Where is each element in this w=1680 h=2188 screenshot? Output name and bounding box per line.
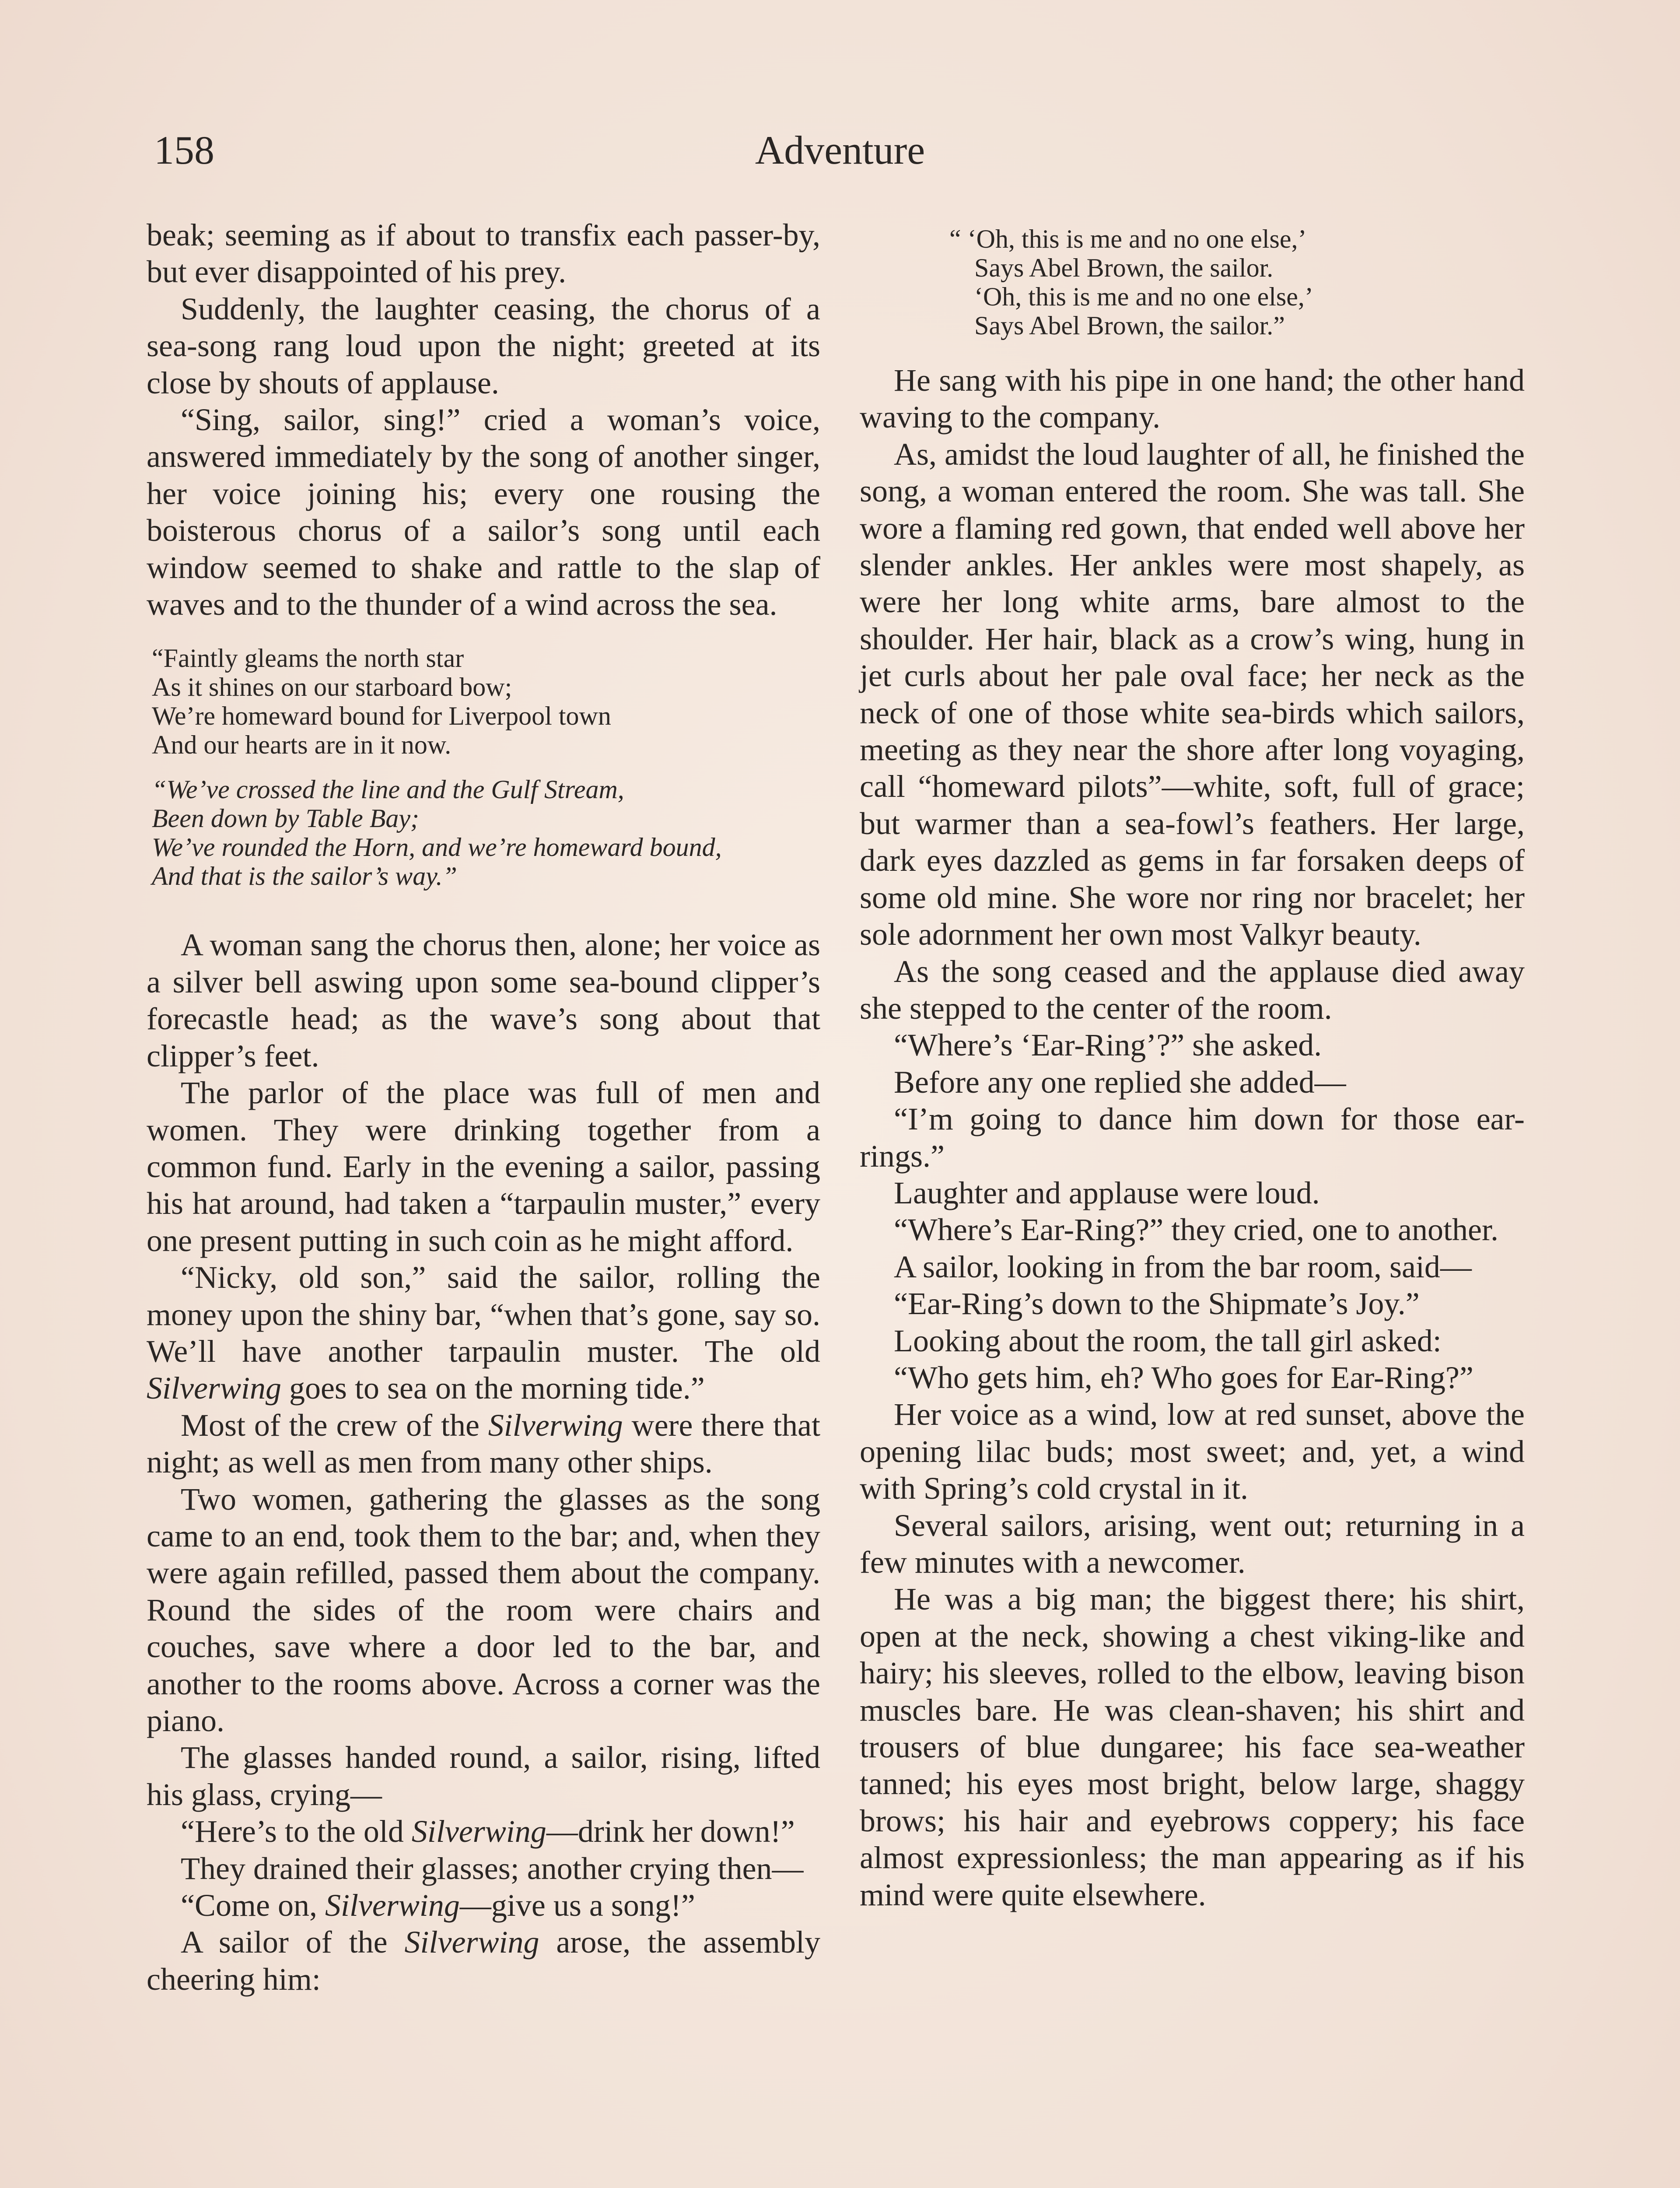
verse-line: We’re homeward bound for Liverpool town: [152, 701, 611, 731]
ship-name: Silverwing: [404, 1925, 539, 1960]
text-run: “Nicky, old son,” said the sailor, rolling the money upon the shiny bar, “when that’s gone, say so. We’ll have another tarpaulin muster. The old: [147, 1260, 820, 1369]
verse-line: As it shines on our starboard bow;: [152, 673, 512, 702]
ship-name: Silverwing: [488, 1407, 623, 1443]
text-run: arose, the assembly cheering him:: [147, 1925, 821, 1997]
paragraph: A woman sang the chorus then, alone; her voice as a silver bell aswing upon some sea-bound clipper’s forecastle head; as the wave’s song about that clipper’s feet.: [147, 927, 820, 1073]
paragraph: The parlor of the place was full of men and women. They were drinking together from a common fund. Early in the evening a sailor, passing his hat around, had taken a “tarpaulin muster,” every one present putting in such coin as he might afford.: [147, 1075, 820, 1258]
text-run: were there that night; as well as men from many other ships.: [147, 1407, 821, 1480]
ship-name: Silverwing: [411, 1814, 546, 1849]
paragraph: Her voice as a wind, low at red sunset, above the opening lilac buds; most sweet; and, yet, a wind with Spring’s cold crystal in it.: [860, 1397, 1525, 1506]
paragraph: [147, 1887, 820, 1924]
song-verse-2: [147, 775, 820, 891]
text-run: “Come on,: [181, 1888, 325, 1923]
song-verse-1: [147, 644, 820, 759]
page-header: [154, 127, 1526, 184]
paragraph: [147, 1259, 820, 1407]
right-column: [860, 217, 1525, 1913]
page-number: 158: [154, 128, 214, 172]
paragraph: Suddenly, the laughter ceasing, the chorus of a sea-song rang loud upon the night; greeted at its close by shouts of applause.: [147, 291, 820, 400]
text-run: —give us a song!”: [459, 1888, 695, 1923]
paragraph: Laughter and applause were loud.: [894, 1175, 1320, 1210]
running-title: Adventure: [755, 128, 925, 172]
paragraph: “Ear-Ring’s down to the Shipmate’s Joy.”: [894, 1286, 1420, 1322]
verse-line: Says Abel Brown, the sailor.: [974, 253, 1274, 282]
paragraph: Several sailors, arising, went out; returning in a few minutes with a newcomer.: [860, 1508, 1525, 1580]
verse-line: ‘Oh, this is me and no one else,’: [974, 282, 1313, 311]
verse-line: And that is the sailor’s way.”: [152, 862, 457, 891]
paragraph: They drained their glasses; another crying then—: [181, 1851, 804, 1886]
paragraph: [147, 1813, 820, 1850]
verse-line: “We’ve crossed the line and the Gulf Stream,: [152, 775, 624, 804]
paragraph: As the song ceased and the applause died away she stepped to the center of the room.: [860, 954, 1525, 1026]
paragraph: A sailor, looking in from the bar room, said—: [894, 1249, 1472, 1284]
paragraph: Two women, gathering the glasses as the song came to an end, took them to the bar; and, when they were again refilled, passed them about the company. Round the sides of the room were chairs and couches, save where a door led to the bar, and another to the rooms above. Across a corner was the piano.: [147, 1481, 820, 1738]
verse-line: “ ‘Oh, this is me and no one else,’: [949, 224, 1307, 253]
text-run: “Here’s to the old: [181, 1814, 412, 1849]
paragraph: He was a big man; the biggest there; his shirt, open at the neck, showing a chest viking-like and hairy; his sleeves, rolled to the elbow, leaving bison muscles bare. He was clean-shaven; his shirt and trousers of blue dungaree; his face sea-weather tanned; his eyes most bright, below large, shaggy brows; his hair and eyebrows coppery; his face almost expressionless; the man appearing as if his mind were quite elsewhere.: [860, 1581, 1525, 1912]
paragraph: He sang with his pipe in one hand; the other hand waving to the company.: [860, 363, 1525, 435]
verse-line: And our hearts are in it now.: [152, 730, 452, 760]
paragraph: “I’m going to dance him down for those ear-rings.”: [860, 1101, 1525, 1174]
verse-line: Been down by Table Bay;: [152, 804, 419, 833]
paragraph: The glasses handed round, a sailor, rising, lifted his glass, crying—: [147, 1740, 820, 1812]
verse-line: Says Abel Brown, the sailor.”: [974, 311, 1285, 340]
paragraph: “Who gets him, eh? Who goes for Ear-Ring?”: [894, 1360, 1474, 1395]
paragraph: Looking about the room, the tall girl asked:: [894, 1323, 1442, 1358]
paragraph: “Sing, sailor, sing!” cried a woman’s voice, answered immediately by the song of another singer, her voice joining his; every one rousing the boisterous chorus of a sailor’s song until each window seemed to shake and rattle to the slap of waves and to the thunder of a wind across the sea.: [147, 402, 820, 622]
left-column: [147, 217, 820, 1998]
paragraph: As, amidst the loud laughter of all, he finished the song, a woman entered the room. She was tall. She wore a flaming red gown, that ended well above her slender ankles. Her ankles were most shapely, as were her long white arms, bare almost to the shoulder. Her hair, black as a crow’s wing, hung in jet curls about her pale oval face; her neck as the neck of one of those white sea-birds which sailors, meeting as they near the shore after long voyaging, call “homeward pilots”—white, soft, full of grace; but warmer than a sea-fowl’s feathers. Her large, dark eyes dazzled as gems in far forsaken deeps of some old mine. She wore nor ring nor bracelet; her sole adornment her own most Valkyr beauty.: [860, 436, 1525, 952]
paragraph: “Where’s ‘Ear-Ring’?” she asked.: [894, 1027, 1322, 1063]
ship-name: Silverwing: [147, 1371, 281, 1406]
text-run: —drink her down!”: [546, 1814, 795, 1849]
paragraph: beak; seeming as if about to transfix each passer-by, but ever disappointed of his prey.: [147, 217, 820, 290]
text-run: Most of the crew of the: [181, 1407, 488, 1443]
paragraph: “Where’s Ear-Ring?” they cried, one to another.: [894, 1212, 1498, 1248]
paragraph: [147, 1924, 820, 1998]
song-verse-3: [860, 224, 1525, 340]
paragraph: [147, 1407, 820, 1481]
text-run: goes to sea on the morning tide.”: [281, 1371, 705, 1406]
verse-line: “Faintly gleams the north star: [152, 644, 464, 673]
ship-name: Silverwing: [325, 1888, 460, 1923]
text-run: A sailor of the: [181, 1925, 405, 1960]
verse-line: We’ve rounded the Horn, and we’re homeward bound,: [152, 833, 722, 862]
paragraph: Before any one replied she added—: [894, 1064, 1346, 1100]
